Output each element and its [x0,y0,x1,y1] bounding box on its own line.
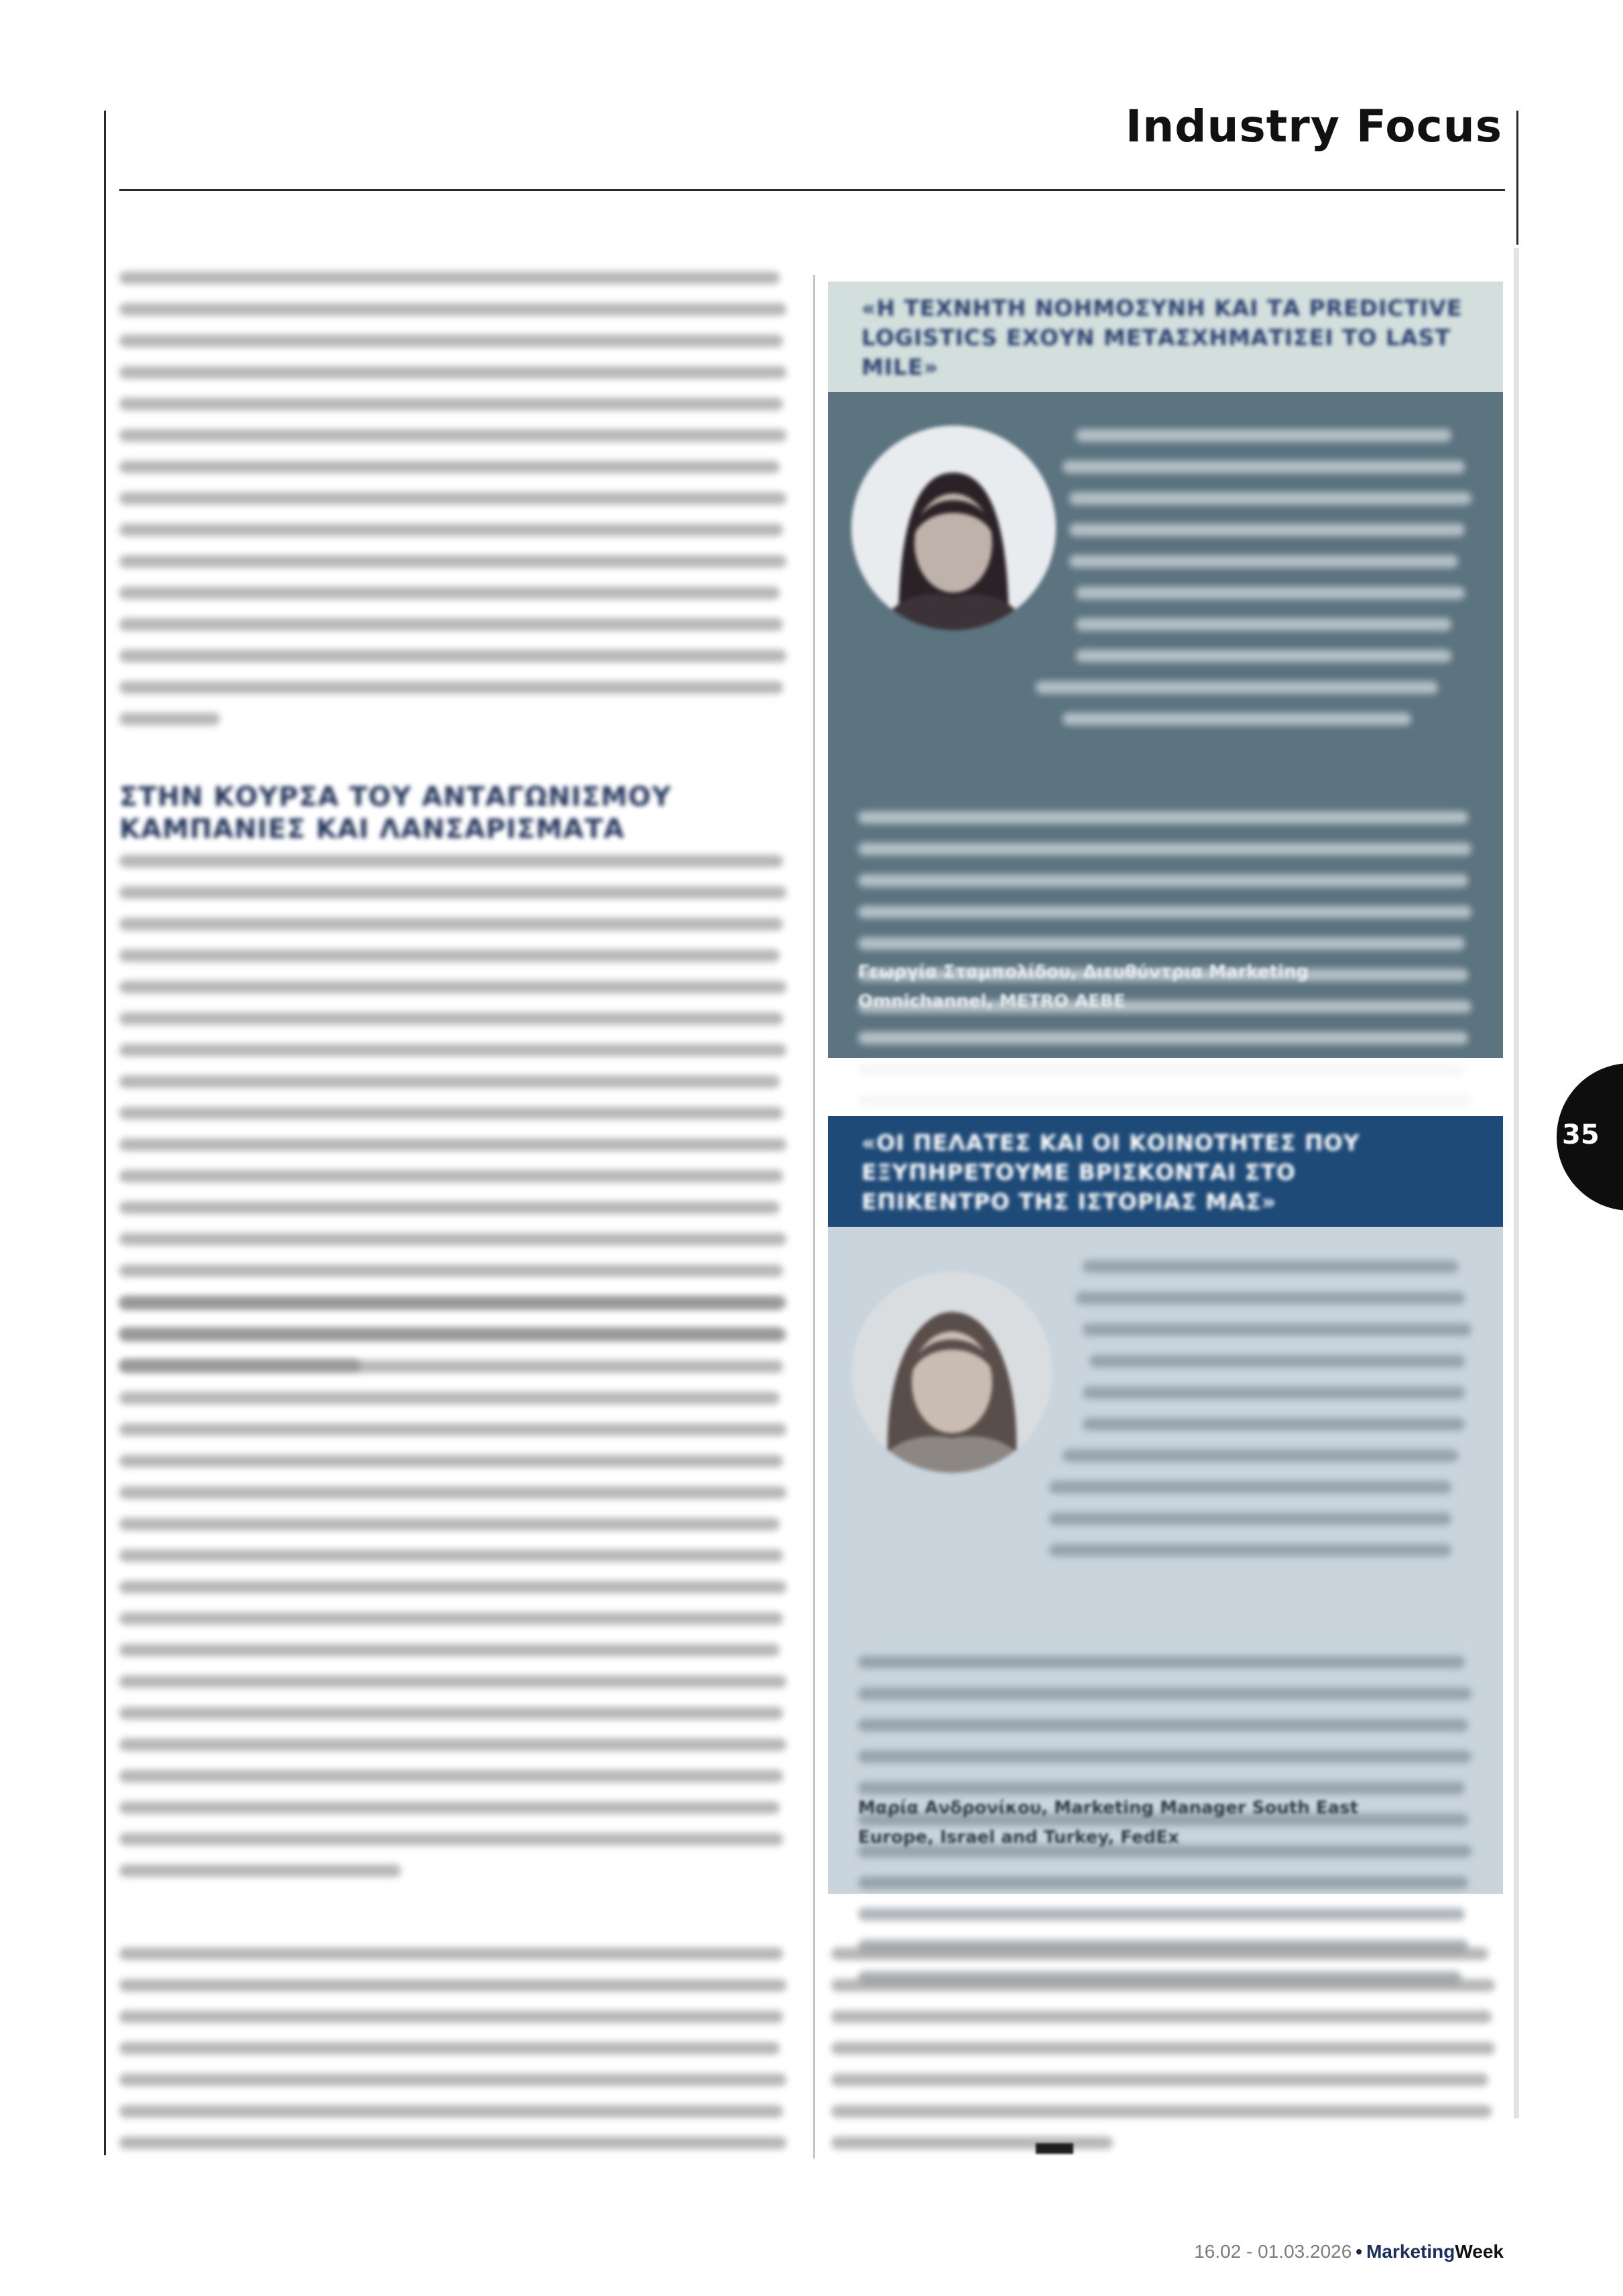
page-right-edge [1514,248,1519,2118]
page-footer [1194,2241,1504,2262]
brand-logo-week: Week [1455,2241,1504,2262]
page-frame-left-rule [104,111,106,2155]
portrait-photo [851,426,1056,630]
callout-metro [828,282,1503,1058]
column-divider [813,275,815,2159]
end-of-article-marker [1036,2143,1073,2154]
footer-separator: • [1356,2241,1363,2262]
article-paragraph-5 [831,1947,1502,2168]
portrait-photo [851,1272,1053,1473]
article-paragraph-3 [119,1297,793,1896]
article-section-heading: ΣΤΗΝ ΚΟΥΡΣΑ ΤΟΥ ΑΝΤΑΓΩΝΙΣΜΟΥ ΚΑΜΠΑΝΙΕΣ ΚΑΙ ΛΑΝΣΑΡΙΣΜΑΤΑ [119,782,672,845]
article-paragraph-4 [119,1947,793,2168]
section-title: Industry Focus [1125,101,1502,152]
callout-fedex-signature: Μαρία Ανδρονίκου, Marketing Manager South East Europe, Israel and Turkey, FedEx [858,1798,1359,1848]
callout-metro-heading: «Η ΤΕΧΝΗΤΗ ΝΟΗΜΟΣΥΝΗ ΚΑΙ ΤΑ PREDICTIVE LOGISTICS ΕΧΟΥΝ ΜΕΤΑΣΧΗΜΑΤΙΣΕΙ ΤΟ LAST MILE» [861,295,1463,380]
callout-metro-signature: Γεωργία Σταμπολίδου, Διευθύντρια Marketing Omnichannel, METRO ΑΕΒΕ [858,962,1309,1012]
callout-metro-quote-top [1036,429,1478,744]
page-frame-right-rule [1516,111,1518,245]
header-divider [119,189,1505,191]
callout-fedex [828,1116,1503,1894]
page-number: 35 [1562,1120,1600,1150]
article-paragraph-1 [119,271,793,744]
issue-dates: 16.02 - 01.03.2026 [1194,2241,1352,2262]
callout-fedex-heading: «ΟΙ ΠΕΛΑΤΕΣ ΚΑΙ ΟΙ ΚΟΙΝΟΤΗΤΕΣ ΠΟΥ ΕΞΥΠΗΡΕΤΟΥΜΕ ΒΡΙΣΚΟΝΤΑΙ ΣΤΟ ΕΠΙΚΕΝΤΡΟ ΤΗΣ ΙΣΤΟΡΙΑΣ ΜΑΣ» [861,1130,1360,1215]
brand-logo-marketing: Marketing [1366,2241,1455,2262]
callout-fedex-quote-top [1049,1260,1485,1575]
